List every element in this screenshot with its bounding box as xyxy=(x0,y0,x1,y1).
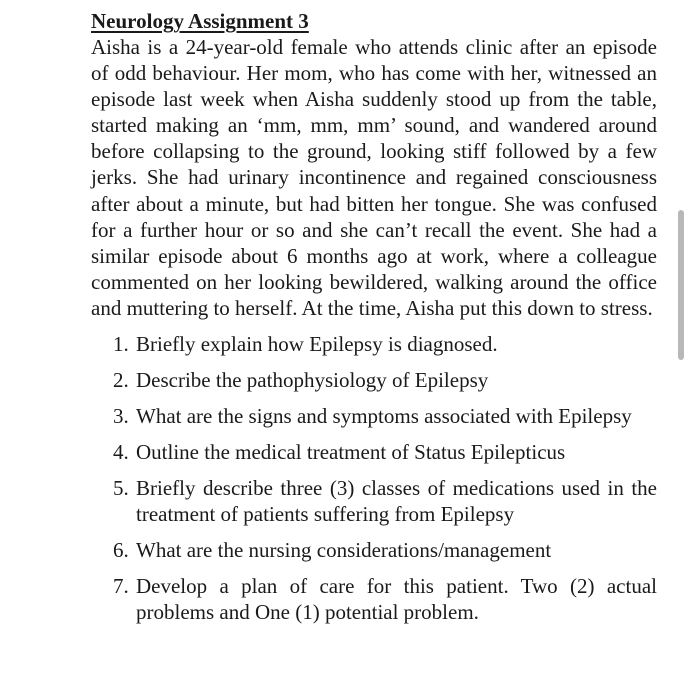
question-number: 3. xyxy=(113,404,129,429)
assignment-title: Neurology Assignment 3 xyxy=(91,9,309,33)
question-item xyxy=(113,367,657,393)
question-text: Briefly describe three (3) classes of medications used in the treatment of patients suffering from Epilepsy xyxy=(136,476,657,527)
question-item xyxy=(113,331,657,357)
question-item xyxy=(113,537,657,563)
question-number: 7. xyxy=(113,574,129,599)
question-number: 4. xyxy=(113,440,129,465)
question-item xyxy=(113,403,657,429)
vertical-scrollbar[interactable] xyxy=(678,210,684,360)
question-text: Develop a plan of care for this patient. Two (2) actual problems and One (1) potential problem. xyxy=(136,574,657,625)
question-item xyxy=(113,475,657,527)
question-text: Describe the pathophysiology of Epilepsy xyxy=(136,368,489,393)
question-text: What are the signs and symptoms associated with Epilepsy xyxy=(136,404,632,429)
question-item xyxy=(113,439,657,465)
question-text: Outline the medical treatment of Status Epilepticus xyxy=(136,440,566,465)
question-number: 5. xyxy=(113,476,129,501)
question-item xyxy=(113,573,657,625)
case-description: Aisha is a 24-year-old female who attends clinic after an episode of odd behaviour. Her mom, who has come with her, witnessed an episode last week when Aisha suddenly stood up from the table, started making an ‘mm, mm, mm’ sound, and wandered around before collapsing to the ground, looking stiff followed by a few jerks. She had urinary incontinence and regained consciousness after about a minute, but had bitten her tongue. She was confused for a further hour or so and she can’t recall the event. She had a similar episode about 6 months ago at work, where a colleague commented on her looking bewildered, walking around the office and muttering to herself. At the time, Aisha put this down to stress. xyxy=(91,35,657,320)
question-text: What are the nursing considerations/management xyxy=(136,538,552,563)
assignment-document xyxy=(91,8,657,635)
question-list xyxy=(91,331,657,625)
question-number: 6. xyxy=(113,538,129,563)
question-number: 1. xyxy=(113,332,129,357)
question-text: Briefly explain how Epilepsy is diagnosed. xyxy=(136,332,498,357)
question-number: 2. xyxy=(113,368,129,393)
